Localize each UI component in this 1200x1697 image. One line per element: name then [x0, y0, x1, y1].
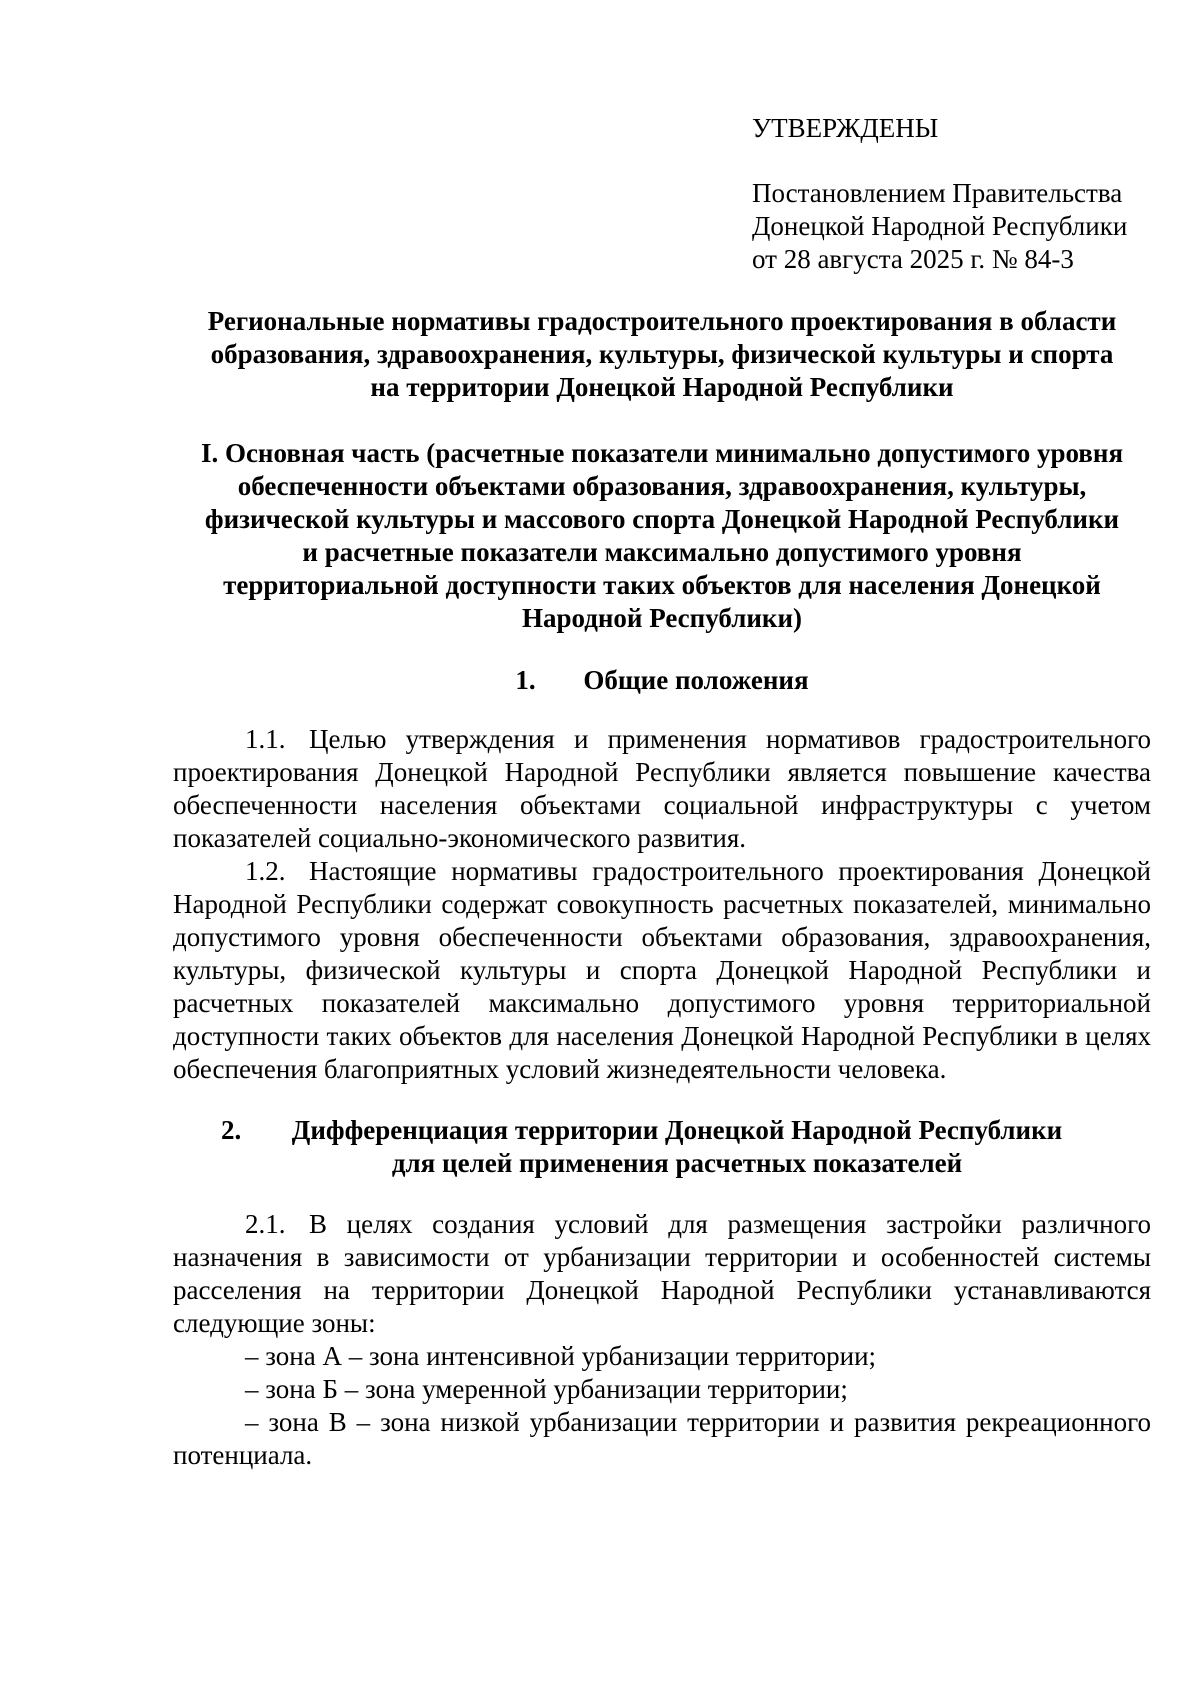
section-2-number: 2. [221, 1115, 242, 1145]
paragraph-1-1-number: 1.1. [245, 724, 286, 754]
section-2-title-line-2: для целей применения расчетных показателей [391, 1148, 963, 1178]
part-title-line-1: I. Основная часть (расчетные показатели минимально допустимого уровня [200, 438, 1124, 468]
paragraph-2-1-text: В целях создания условий для размещения застройки различного назначения в зависимости от урбанизации территории и особенностей системы расселения на территории Донецкой Народной Республики устанавливаются следующие зоны: [173, 1209, 1151, 1338]
paragraph-2-1 [173, 1208, 1151, 1340]
part-title [173, 437, 1151, 635]
document-title [173, 305, 1151, 404]
document-title-line-2: образования, здравоохранения, культуры, физической культуры и спорта [210, 339, 1114, 369]
approval-line-2: Донецкой Народной Республики [752, 211, 1128, 241]
zone-v-item: – зона В – зона низкой урбанизации территории и развития рекреационного потенциала. [173, 1407, 1151, 1470]
part-title-line-4: и расчетные показатели максимально допустимого уровня [302, 537, 1022, 567]
part-title-line-3: физической культуры и массового спорта Донецкой Народной Республики [204, 504, 1120, 534]
approval-block [752, 112, 1127, 276]
paragraph-1-1 [173, 723, 1151, 855]
document-title-line-3: на территории Донецкой Народной Республики [370, 372, 954, 402]
document-body [173, 305, 1151, 1472]
approval-line-1: Постановлением Правительства [752, 178, 1123, 208]
paragraph-1-2-number: 1.2. [245, 856, 286, 886]
part-title-line-6: Народной Республики) [521, 603, 803, 633]
part-title-line-2: обеспеченности объектами образования, здравоохранения, культуры, [237, 471, 1087, 501]
paragraph-1-2 [173, 855, 1151, 1086]
section-2-title-line-1: Дифференциация территории Донецкой Народной Республики [291, 1115, 1063, 1145]
approval-line-3: от 28 августа 2025 г. № 84-3 [752, 244, 1074, 274]
paragraph-2-1-number: 2.1. [245, 1209, 286, 1239]
paragraph-1-1-text: Целью утверждения и применения нормативов градостроительного проектирования Донецкой Народной Республики является повышение качества обеспеченности населения объектами социальной инфраструктуры с учетом показателей социально-экономического развития. [173, 724, 1151, 853]
section-1-title: Общие положения [583, 665, 809, 695]
zone-b-item: – зона Б – зона умеренной урбанизации территории; [245, 1374, 848, 1404]
section-1-heading [173, 664, 1151, 697]
section-2-heading [173, 1114, 1151, 1180]
document-title-line-1: Региональные нормативы градостроительного проектирования в области [207, 306, 1117, 336]
section-1-number: 1. [515, 665, 536, 695]
zone-a-item: – зона А – зона интенсивной урбанизации территории; [245, 1341, 877, 1371]
part-title-line-5: территориальной доступности таких объектов для населения Донецкой [223, 570, 1101, 600]
approval-stamp: УТВЕРЖДЕНЫ [752, 113, 939, 143]
paragraph-1-2-text: Настоящие нормативы градостроительного проектирования Донецкой Народной Республики содержат совокупность расчетных показателей, минимально допустимого уровня обеспеченности объектами образования, здравоохранения, культуры, физической культуры и спорта Донецкой Народной Республики и расчетных показателей максимально допустимого уровня территориальной доступности таких объектов для населения Донецкой Народной Республики в целях обеспечения благоприятных условий жизнедеятельности человека. [173, 856, 1151, 1084]
